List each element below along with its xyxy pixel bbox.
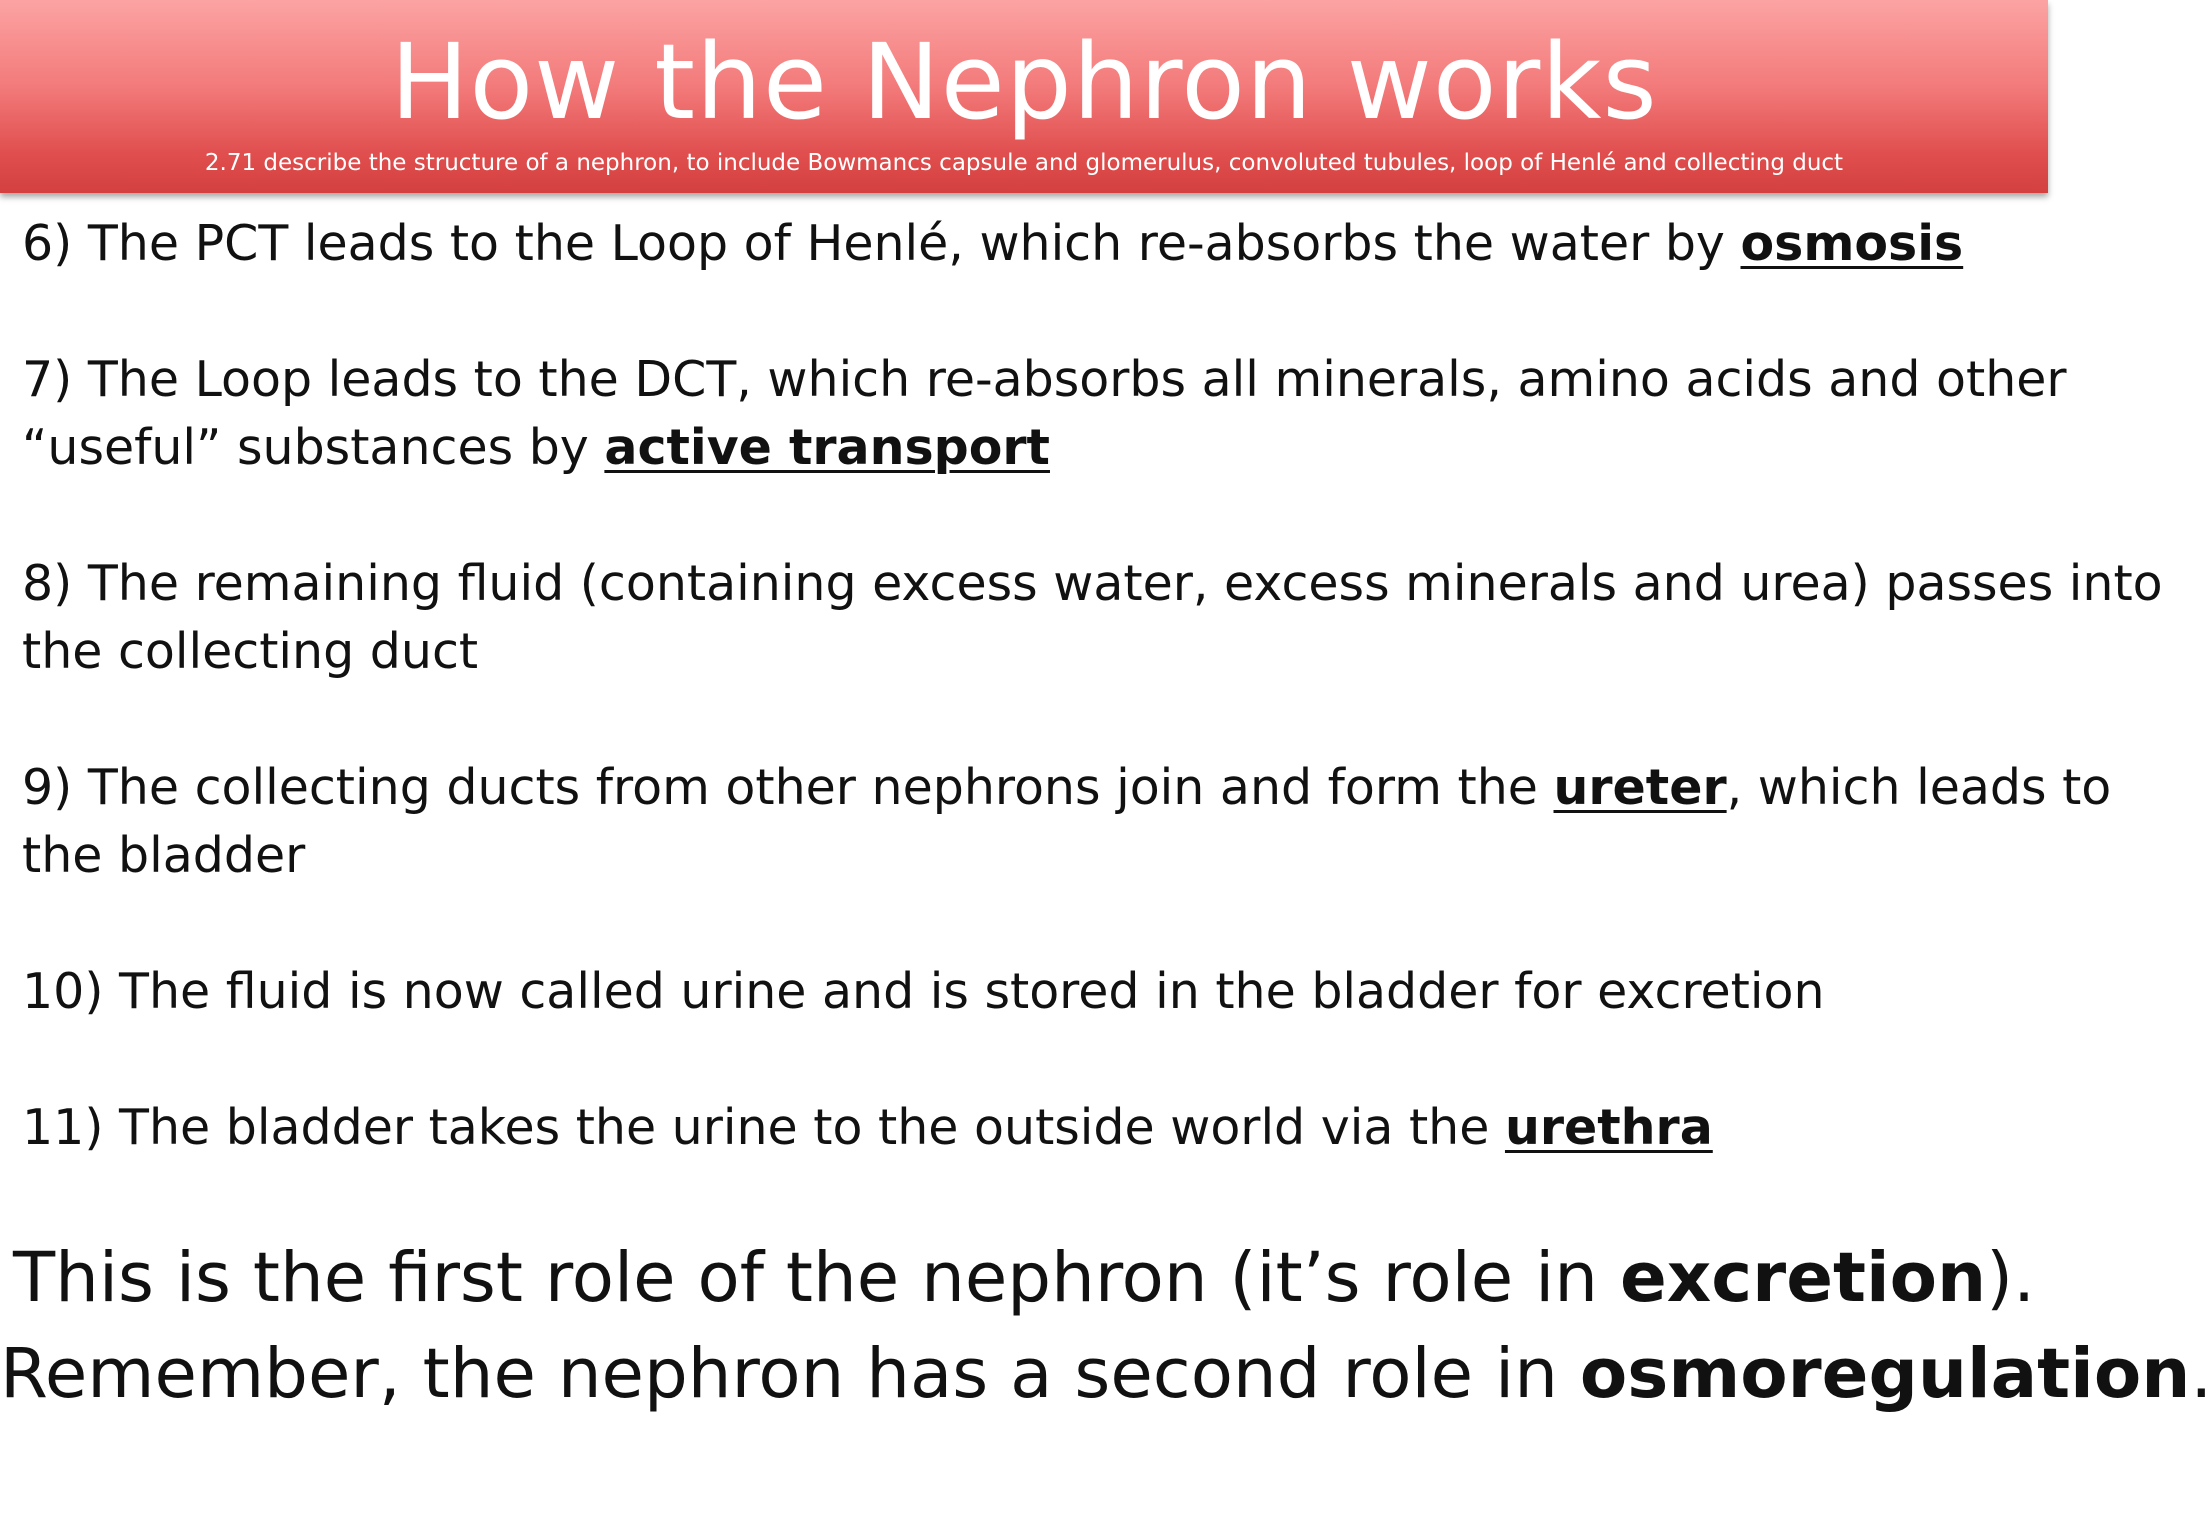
point-10 (22, 958, 2032, 1026)
point-9-line-1-end: , which leads to (1726, 759, 2112, 816)
summary-line-2 (0, 1326, 2212, 1422)
point-6 (22, 210, 2032, 278)
point-10-line: 10) The fluid is now called urine and is stored in the bladder for excretion (22, 963, 1825, 1020)
slide-title: How the Nephron works (390, 21, 1658, 143)
title-banner (0, 0, 2048, 193)
summary-line-1-start: This is the first role of the nephron (it’s role in (12, 1238, 1620, 1318)
point-11-line (22, 1094, 2032, 1162)
summary-line-1 (0, 1230, 2048, 1326)
point-8-line-1: 8) The remaining fluid (containing excess water, excess minerals and urea) passes into (22, 555, 2163, 612)
summary-line-1-end: ). (1986, 1238, 2036, 1318)
point-6-text: 6) The PCT leads to the Loop of Henlé, which re-absorbs the water by (22, 215, 1741, 272)
key-term-active-transport: active transport (604, 419, 1050, 476)
point-9-line-1-start: 9) The collecting ducts from other nephrons join and form the (22, 759, 1554, 816)
point-7-line-2 (22, 414, 2032, 482)
point-11-text: 11) The bladder takes the urine to the outside world via the (22, 1099, 1505, 1156)
summary-line-2-end: . (2190, 1334, 2212, 1414)
point-7 (22, 346, 2067, 482)
point-6-line (22, 210, 2032, 278)
key-term-excretion: excretion (1619, 1238, 1987, 1318)
key-term-osmoregulation: osmoregulation (1579, 1334, 2191, 1414)
summary-statement (0, 1230, 2212, 1422)
point-9 (22, 754, 2112, 890)
point-11 (22, 1094, 2032, 1162)
point-9-line-2: the bladder (22, 827, 306, 884)
numbered-points (22, 210, 2163, 1230)
point-8 (22, 550, 2163, 686)
slide-subtitle: 2.71 describe the structure of a nephron, to include Bowmancs capsule and glomerulus, convoluted tubules, loop of Henlé and collecting duct (204, 150, 1844, 176)
point-7-line-1: 7) The Loop leads to the DCT, which re-absorbs all minerals, amino acids and other (22, 351, 2067, 408)
point-7-line-2-text: “useful” substances by (22, 419, 605, 476)
summary-line-2-start: Remember, the nephron has a second role in (0, 1334, 1580, 1414)
key-term-ureter: ureter (1553, 759, 1727, 816)
point-8-line-2: the collecting duct (22, 623, 479, 680)
key-term-urethra: urethra (1504, 1099, 1713, 1156)
point-9-line-1 (22, 754, 2112, 822)
key-term-osmosis: osmosis (1740, 215, 1964, 272)
